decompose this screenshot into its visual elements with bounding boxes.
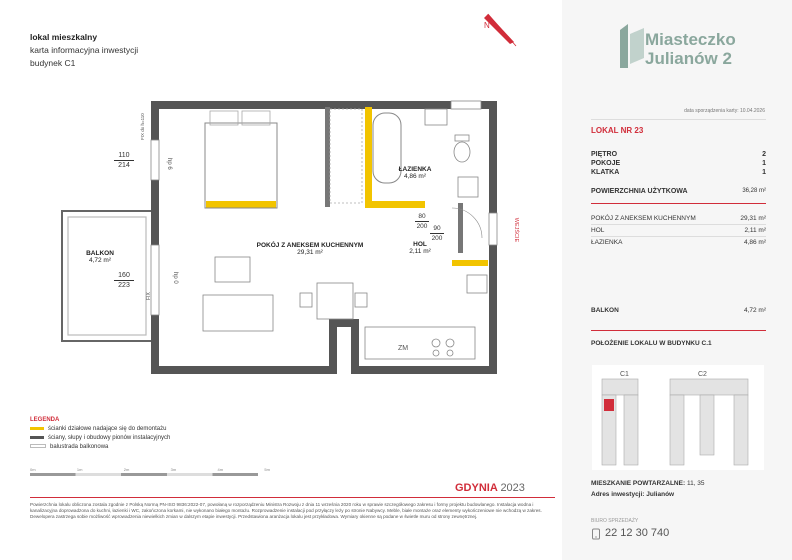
bath-door-width: 80 bbox=[415, 212, 429, 222]
legend-item bbox=[30, 434, 170, 443]
info-panel bbox=[562, 0, 792, 560]
window-1 bbox=[151, 140, 159, 180]
legend-swatch-grey bbox=[30, 436, 44, 439]
brand-logo-text bbox=[645, 30, 736, 68]
hall-area: 2,11 m² bbox=[409, 248, 431, 255]
door-width: 160 bbox=[114, 271, 134, 281]
zm-label: ZM bbox=[398, 345, 409, 352]
card-date: data sporządzenia karty: 10.04.2026 bbox=[684, 108, 765, 114]
balcony-label: BALKON bbox=[591, 307, 619, 314]
hall-name: HOL bbox=[413, 241, 427, 248]
legend bbox=[30, 416, 170, 452]
room-row bbox=[591, 237, 766, 248]
balcony-outline bbox=[62, 211, 152, 341]
fact-value: 1 bbox=[762, 160, 766, 167]
main-room-name: POKÓJ Z ANEKSEM KUCHENNYM bbox=[256, 242, 364, 249]
balcony-row bbox=[591, 307, 766, 314]
shared-row bbox=[591, 480, 705, 487]
removable-wall bbox=[206, 201, 276, 208]
balcony-door bbox=[151, 245, 159, 315]
room-label: HOL bbox=[591, 227, 605, 234]
unit-number: LOKAL NR 23 bbox=[591, 126, 644, 135]
usable-area-label: POWIERZCHNIA UŻYTKOWA bbox=[591, 188, 688, 195]
legend-swatch-yellow bbox=[30, 427, 44, 430]
fact-value: 1 bbox=[762, 169, 766, 176]
balcony-plan-area: 4,72 m² bbox=[88, 257, 112, 264]
map-label-c1: C1 bbox=[620, 371, 629, 378]
north-label: N bbox=[484, 21, 490, 30]
window1-fix: FIX do h=110 bbox=[140, 113, 145, 140]
map-label-c2: C2 bbox=[698, 371, 707, 378]
brand-number: 2 bbox=[722, 49, 732, 68]
address-row bbox=[591, 491, 674, 498]
door-fix: FIX bbox=[146, 292, 152, 300]
removable-wall bbox=[452, 260, 488, 266]
balcony-value: 4,72 m² bbox=[743, 307, 766, 314]
scale-labels bbox=[30, 467, 270, 472]
building-location-map bbox=[592, 365, 764, 470]
entrance-label: WEJŚCIE bbox=[513, 217, 519, 243]
fact-value: 2 bbox=[762, 151, 766, 158]
bath-area: 4,86 m² bbox=[403, 173, 427, 180]
window1-height: 214 bbox=[118, 162, 130, 169]
address-label: Adres inwestycji: bbox=[591, 491, 645, 498]
entry-door-width: 90 bbox=[430, 224, 444, 234]
phone-icon bbox=[591, 528, 601, 540]
shared-value: 11, 35 bbox=[686, 480, 705, 487]
removable-wall bbox=[365, 201, 425, 208]
scale-tick: 2m bbox=[123, 467, 130, 472]
fact-label: PIĘTRO bbox=[591, 151, 618, 158]
removable-wall bbox=[365, 107, 372, 207]
bath-door-height: 200 bbox=[416, 223, 428, 230]
sales-label: BIURO SPRZEDAŻY bbox=[591, 518, 639, 524]
door-height: 223 bbox=[118, 282, 130, 289]
city-name: GDYNIA bbox=[455, 482, 498, 494]
location-title: POŁOŻENIE LOKALU W BUDYNKU C.1 bbox=[591, 340, 712, 347]
fact-row-floor bbox=[591, 150, 766, 159]
legend-item bbox=[30, 443, 170, 452]
north-arrow-icon bbox=[474, 8, 522, 48]
usable-area-value: 36,28 m² bbox=[742, 188, 766, 194]
header-block bbox=[30, 31, 138, 70]
legend-label: balustrada balkonowa bbox=[50, 444, 109, 450]
scale-tick: 0m bbox=[30, 467, 36, 472]
brand-name-line2: Julianów bbox=[645, 49, 718, 68]
main-room-label bbox=[250, 242, 370, 256]
fact-row-stairwell bbox=[591, 168, 766, 177]
city-year bbox=[455, 482, 525, 494]
main-room-area: 29,31 m² bbox=[297, 249, 323, 256]
city-year-value: 2023 bbox=[500, 482, 525, 494]
room-list bbox=[591, 213, 766, 248]
bath-label bbox=[385, 166, 445, 180]
bath-name: ŁAZIENKA bbox=[398, 166, 432, 173]
legend-label: ściany, słupy i obudowy pionów instalacyjnych bbox=[48, 435, 171, 441]
room-value: 29,31 m² bbox=[740, 215, 766, 222]
unit-location-marker bbox=[604, 399, 614, 411]
fact-label: POKOJE bbox=[591, 160, 621, 167]
entrance-door bbox=[489, 213, 497, 245]
header-title: lokal mieszkalny bbox=[30, 32, 98, 42]
balcony-plan-name: BALKON bbox=[86, 250, 114, 257]
room-value: 4,86 m² bbox=[743, 239, 766, 246]
legend-swatch-railing bbox=[30, 444, 46, 448]
legend-title: LEGENDA bbox=[30, 417, 60, 423]
footnote: Powierzchnia lokalu obliczona zostala zgodnie z Polską Normą PN-ISO 9836:2022-07, powołaną w rozporządzeniu Ministra Rozwoju z dnia 11 września 2020 roku w sprawie szczegółowego zakresu i formy projektu budowlanego. Instalacja wodna i kanalizacyjna doprowadzona do kuchni, łazienki i WC, zakończona korkami, nie wykonano białego montażu. Rozprowadzenie instalacji pod przyłączy leży po stronie Nabywcy. Meble, białe montaże oraz elementy wykończeniowe nie wchodzą w zakres. Dewelopera zastrzega sobie możliwość wprowadzenia niewielkich zmian w dalszym etapie inwestycji. Przedstawiona aranżacja lokalu jest przykładowa. Wymiary okienne są podane w świetle muru od strony zewnętrznej. bbox=[30, 502, 542, 519]
door-hp: hp 0 bbox=[172, 272, 178, 284]
scale-bar bbox=[30, 473, 258, 476]
room-label: ŁAZIENKA bbox=[591, 239, 623, 246]
room-row bbox=[591, 225, 766, 237]
room-label: POKÓJ Z ANEKSEM KUCHENNYM bbox=[591, 215, 696, 222]
usable-area-row bbox=[591, 188, 766, 195]
window1-hp: hp 6 bbox=[166, 158, 172, 170]
brand-name-line1: Miasteczko bbox=[645, 30, 736, 49]
sales-phone: 22 12 30 740 bbox=[605, 527, 670, 539]
legend-item bbox=[30, 425, 170, 434]
scale-tick: 3m bbox=[170, 467, 177, 472]
window1-width: 110 bbox=[114, 151, 134, 161]
room-value: 2,11 m² bbox=[744, 227, 766, 234]
fact-label: KLATKA bbox=[591, 169, 620, 176]
fact-row-rooms bbox=[591, 159, 766, 168]
balcony-plan-label bbox=[80, 250, 120, 264]
room-row bbox=[591, 213, 766, 225]
scale-tick: 5m bbox=[264, 467, 270, 472]
scale-tick: 1m bbox=[76, 467, 83, 472]
hall-label bbox=[404, 241, 436, 255]
scale-tick: 4m bbox=[217, 467, 224, 472]
brand-logo-icon bbox=[618, 22, 646, 72]
header-building: budynek C1 bbox=[30, 58, 76, 68]
shared-label: MIESZKANIE POWTARZALNE: bbox=[591, 480, 686, 487]
legend-label: ścianki działowe nadające się do demontażu bbox=[48, 426, 167, 432]
header-subtitle: karta informacyjna inwestycji bbox=[30, 45, 139, 55]
address-value: Julianów bbox=[646, 491, 675, 498]
entry-door-height: 200 bbox=[431, 235, 443, 242]
balcony-railing bbox=[68, 217, 146, 335]
facts-list bbox=[591, 150, 766, 177]
